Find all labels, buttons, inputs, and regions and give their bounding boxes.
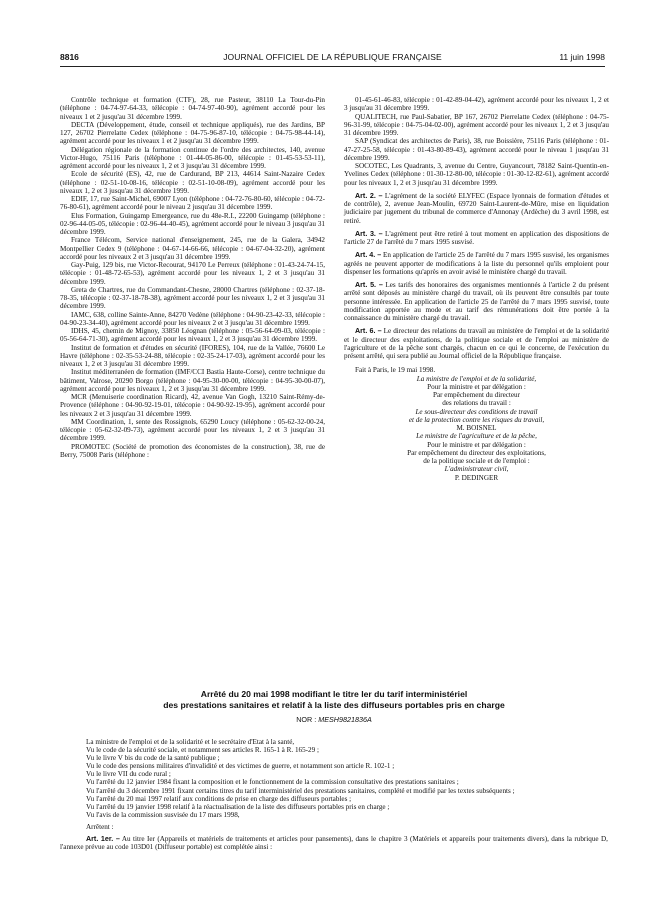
two-column-body [60,96,608,662]
article-text: Le directeur des relations du travail au ministère de l'emploi et de la solidarité et le directeur des exploitations, de la politique sociale et de l'emploi au ministère de l'agriculture et de la pêche sont chargés, chacun en ce qui le concerne, de l'exécution du présent arrêté, qui sera publié au Journal officiel de la République française. [344,327,609,360]
signatory-minister: La ministre de l'emploi et de la solidarité, [416,374,537,383]
visa-paragraph: Vu le livre VII du code rural ; [86,770,171,779]
organism-entry: Gay-Puig, 129 bis, rue Victor-Recourat, 94170 Le Perreux (téléphone : 01-43-24-74-15, télécopie : 01-48-72-65-53), agrément accordé pour les niveaux 1, 2 et 3 jusqu'au 31 décembre 1999. [60,261,325,286]
delegation-line: Par empêchement du directeur [432,391,521,399]
organism-entry: IDHS, 45, chemin de Mignoy, 33850 Léognan (téléphone : 05-56-64-09-03, télécopie : 05-56-64-71-30), agrément accordé pour les niveaux 1, 2 et 3 jusqu'au 31 décembre 1999. [60,327,325,344]
arrete-body [60,738,608,851]
article-label: Art. 5. – [355,281,383,289]
organism-entry: QUALITECH, rue Paul-Sabatier, BP 167, 26702 Pierrelatte Cedex (téléphone : 04-75-96-31-99, télécopie : 04-75-04-02-00), agrément accordé pour les niveaux 1, 2 et 3 jusqu'au 31 décembre 1999. [344,112,609,137]
signatures [344,375,609,482]
journal-title: JOURNAL OFFICIEL DE LA RÉPUBLIQUE FRANÇAISE [223,52,442,62]
arrete-title-line-2: des prestations sanitaires et relatif à la liste des diffuseurs portables pris en charge [163,700,505,710]
organism-entry: France Télécom, Service national d'enseignement, 245, rue de la Galera, 34942 Montpellier Cedex 9 (téléphone : 04-67-14-66-66, télécopie : 04-67-04-32-20), agrément accordé pour les niveaux 2 et 3 jusqu'au 31 décembre 1999. [60,236,325,261]
organism-entry: MCR (Menuiserie coordination Ricard), 42, avenue Van Gogh, 13210 Saint-Rémy-de-Provence (téléphone : 04-90-92-19-01, télécopie : 04-90-92-19-95), agrément accordé pour les niveaux 2 et 3 jusqu'au 31 décembre 1999. [60,393,325,418]
article-1-paragraph [60,835,608,851]
page-header [60,52,605,66]
article-label: Art. 4. – [355,251,382,260]
article-label: Art. 2. – [355,191,383,200]
delegation-line: Pour le ministre et par délégation : [427,440,526,449]
article-text: L'agrément de la société ELYFEC (Espace lyonnais de formation d'études et de contrôle), 2, avenue Jean-Moulin, 69720 Saint-Laurent-de-Mûre, mise en liquidation judiciaire par jugement du tribunal de commerce d'Annonay (Ardèche) du 3 avril 1998, est retiré. [344,191,609,225]
right-column-entries [344,96,609,187]
article-label: Art. 6. – [355,327,382,336]
visa-paragraph: Vu l'arrêté du 19 janvier 1998 relatif à la réactualisation de la liste des diffuseurs portables pris en charge ; [86,802,390,811]
done-at: Fait à Paris, le 19 mai 1998. [355,366,436,375]
delegation-line: des relations du travail : [442,399,511,408]
delegation-line: Pour la ministre et par délégation : [427,382,526,391]
article-1-text: Au titre Ier (Appareils et matériels de traitements et articles pour pansements), dans le chapitre 3 (Matériels et appareils pour traitements divers), dans la rubrique D, l'annexe prévue au code 103D01 (Diffuseur portable) est complétée ainsi : [60,835,608,852]
article-paragraph [344,230,609,247]
organism-entry: Délégation régionale de la formation continue de l'ordre des architectes, 140, avenue Victor-Hugo, 75116 Paris (téléphone : 01-44-05-86-00, télécopie : 01-45-53-53-11), agrément accordé pour les niveaux 1, 2 et 3 jusqu'au 31 décembre 1999. [60,145,325,170]
arrete-title [60,689,608,711]
visa-paragraph: Vu le code des pensions militaires d'invalidité et des victimes de guerre, et notamment son article R. 102-1 ; [86,762,395,771]
article-label: Art. 3. – [355,229,383,238]
visa-paragraph: Vu le code de la sécurité sociale, et notamment ses articles R. 165-1 à R. 165-29 ; [86,746,319,755]
signatory-minister: Le ministre de l'agriculture et de la pêche, [416,432,537,441]
signature-block [344,432,609,482]
organism-entry: 01-45-61-46-83, télécopie : 01-42-89-04-42), agrément accordé pour les niveaux 1, 2 et 3 jusqu'au 31 décembre 1999. [344,96,609,113]
article-text: Les tarifs des honoraires des organismes mentionnés à l'article 2 du présent arrêté sont déposés au ministère chargé du travail, où ils peuvent être consultés par toute personne intéressée. En application de l'article 25 de l'arrêté du 7 mars 1995 susvisé, toute modification apportée au mode et au tarif des rémunérations doit être portée à la connaissance du ministère chargé du travail. [344,281,609,322]
organism-entry: IAMC, 638, colline Sainte-Anne, 84270 Vedène (téléphone : 04-90-23-42-33, télécopie : 04-90-23-34-40), agrément accordé pour les niveaux 2 et 3 jusqu'au 31 décembre 1999. [60,310,325,327]
nor-value: MESH9821836A [318,715,372,724]
visa-paragraph: Vu le livre V bis du code de la santé publique ; [86,754,220,763]
organism-entry: PROMOTEC (Société de promotion des économistes de la construction), 38, rue de Berry, 75008 Paris (téléphone : [60,442,325,459]
left-column [60,96,325,459]
article-1-label: Art. 1er. – [86,835,120,844]
organism-entry: Institut de formation et d'études en sécurité (IFORES), 104, rue de la Vallée, 76600 Le Havre (téléphone : 02-35-53-24-88, télécopie : 02-35-24-17-03), agrément accordé pour les niveaux 1, 2 et 3 jusqu'au 31 décembre 1999. [60,343,325,368]
visa-paragraph: La ministre de l'emploi et de la solidarité et le secrétaire d'Etat à la santé, [86,738,295,746]
header-rule [60,66,605,67]
organism-entry: SAP (Syndicat des architectes de Paris), 38, rue Boissière, 75116 Paris (téléphone : 01-47-27-25-58, télécopie : 01-43-80-89-43), agrément accordé pour le niveau 1 jusqu'au 31 décembre 1999. [344,137,609,162]
organism-entry: MM Coordination, 1, sente des Rossignols, 65290 Loucy (téléphone : 05-62-32-00-24, télécopie : 05-62-32-09-73), agrément accordé pour les niveaux 1, 2 et 3 jusqu'au 31 décembre 1999. [60,417,325,443]
organism-entry: Contrôle technique et formation (CTF), 28, rue Pasteur, 38110 La Tour-du-Pin (téléphone : 04-74-97-64-33, télécopie : 04-74-97-40-90), agrément accordé pour les niveaux 1 et 2 jusqu'au 31 décembre 1999. [60,96,325,121]
article-paragraph [344,251,609,276]
signature-block [344,375,609,433]
organism-entry: Ecole de sécurité (ES), 42, rue de Cardurand, BP 213, 44614 Saint-Nazaire Cedex (téléphone : 02-51-10-08-16, télécopie : 02-51-10-08-09), agrément accordé pour les niveaux 1, 2 et 3 jusqu'au 31 décembre 1999. [60,170,325,195]
article-paragraph [344,192,609,225]
organism-entry: Institut méditerranéen de formation (IMF/CCI Bastia Haute-Corse), centre technique du bâtiment, Valrose, 20290 Borgo (téléphone : 04-95-30-00-00, télécopie : 04-95-30-00-07), agrément accordé pour les niveaux 1, 2 et 3 jusqu'au 31 décembre 1999. [60,368,325,393]
article-text: En application de l'article 25 de l'arrêté du 7 mars 1995 susvisé, les organismes agréés ne peuvent apporter de modifications à la liste du personnel qu'ils emploient pour dispenser les formations qu'après en avoir avisé le ministère chargé du travail. [344,251,609,276]
signatory-name: M. BOISNEL [456,424,497,432]
arrete-title-line-1: Arrêté du 20 mai 1998 modifiant le titre Ier du tarif interministériel [200,689,468,699]
nor-label: NOR : [296,715,317,724]
signatory-role: L'administrateur civil, [444,465,509,474]
article-paragraph [344,281,609,322]
page-number: 8816 [60,52,79,62]
organism-entry: Greta de Chartres, rue du Commandant-Chesne, 28000 Chartres (téléphone : 02-37-18-78-35, télécopie : 02-37-18-78-38), agrément accordé pour les niveaux 1, 2 et 3 jusqu'au 31 décembre 1999. [60,285,325,311]
signatory-role: Le sous-directeur des conditions de travail [415,407,538,416]
article-text: L'agrément peut être retiré à tout moment en application des dispositions de l'article 27 de l'arrêté du 7 mars 1995 susvisé. [344,229,609,246]
organism-entry: SOCOTEC, Les Quadrants, 3, avenue du Centre, Guyancourt, 78182 Saint-Quentin-en-Yvelines Cedex (téléphone : 01-30-12-80-00, télécopie : 01-30-12-82-61), agrément accordé pour les niveaux 1, 2 et 3 jusqu'au 31 décembre 1999. [344,162,609,187]
visa-paragraph: Vu l'avis de la commission susvisée du 17 mars 1998, [86,810,240,819]
visa-paragraph: Vu l'arrêté du 12 janvier 1984 fixant la composition et le fonctionnement de la commission consultative des prestations sanitaires ; [86,778,459,787]
nor-reference [60,715,608,724]
articles [344,192,609,361]
arretent-heading: Arrêtent : [86,822,114,831]
delegation-line: Par empêchement du directeur des exploitations, [407,448,546,457]
right-column [344,96,609,482]
organism-entry: EDIF, 17, rue Saint-Michel, 69007 Lyon (téléphone : 04-72-76-80-60, télécopie : 04-72-76-80-61), agrément accordé pour le niveau 2 jusqu'au 31 décembre 1999. [60,195,325,212]
visa-paragraph: Vu l'arrêté du 20 mai 1997 relatif aux conditions de prise en charge des diffuseurs portables ; [86,794,352,803]
issue-date: 11 juin 1998 [559,52,605,62]
visa-paragraph: Vu l'arrêté du 3 décembre 1991 fixant certains titres du tarif interministériel des prestations sanitaires, complété et modifié par les textes subséquents ; [86,786,515,795]
signatory-name: P. DEDINGER [454,473,499,482]
organism-entry: Elus Formation, Guingamp Emergeance, rue du 48e-R.I., 22200 Guingamp (téléphone : 02-96-44-05-05, télécopie : 02-96-44-40-45), agrément accordé pour le niveau 3 jusqu'au 31 décembre 1999. [60,211,325,236]
organism-entry: DECTA (Développement, étude, conseil et technique appliqués), rue des Jardins, BP 127, 26702 Pierrelatte Cedex (téléphone : 04-75-96-87-10, télécopie : 04-75-98-44-14), agrément accordé pour les niveaux 1 et 2 jusqu'au 31 décembre 1999. [60,120,325,146]
article-paragraph [344,327,609,360]
signatory-role-continued: et de la protection contre les risques du travail, [408,415,545,424]
delegation-line: de la politique sociale et de l'emploi : [423,457,530,465]
